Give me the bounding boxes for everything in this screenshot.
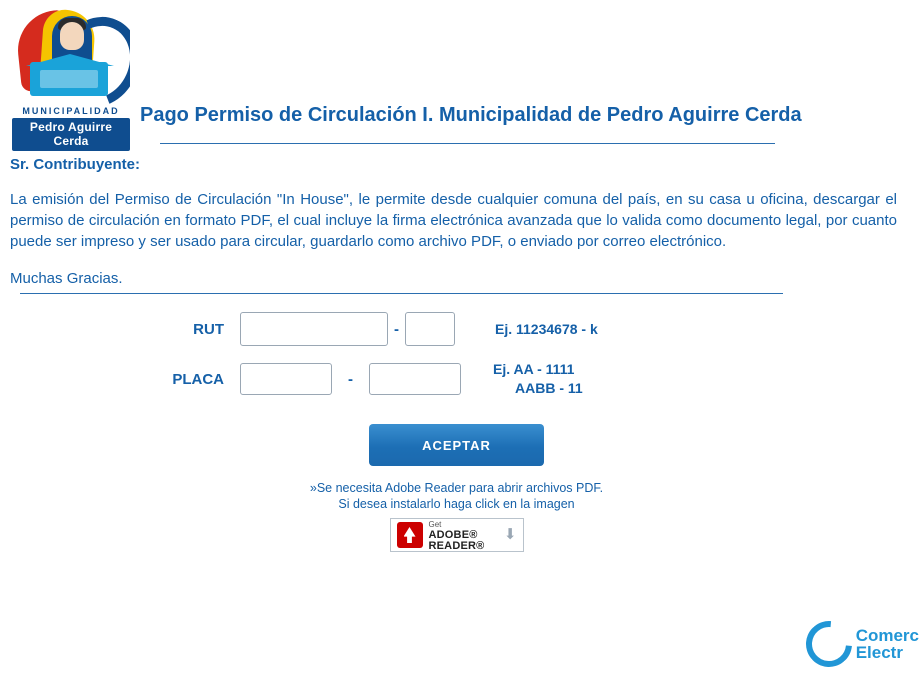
rut-input[interactable] — [240, 312, 388, 346]
page-title: Pago Permiso de Circulación I. Municipalidad de Pedro Aguirre Cerda — [140, 104, 802, 126]
submit-row — [10, 424, 903, 466]
corner-brand — [806, 621, 919, 667]
rut-row — [10, 312, 903, 346]
logo-comuna-text: Pedro Aguirre Cerda — [12, 118, 130, 151]
greeting-text: Sr. Contribuyente: — [10, 156, 141, 173]
adobe-reader-link[interactable] — [390, 518, 524, 552]
rut-label: RUT — [193, 320, 224, 338]
download-arrow-icon: ⬇ — [503, 526, 517, 543]
swirl-logo-icon — [796, 612, 861, 676]
section-divider — [20, 293, 783, 294]
reader-note-line1: »Se necesita Adobe Reader para abrir archivos PDF. — [309, 481, 604, 495]
placa-label: PLACA — [172, 370, 224, 388]
placa-letters-input[interactable] — [240, 363, 332, 395]
placa-row — [10, 360, 903, 398]
rut-separator: - — [394, 320, 399, 338]
placa-hint-line2: AABB - 11 — [515, 380, 583, 396]
placa-hint-line1: Ej. AA - 1111 — [493, 361, 575, 377]
adobe-acrobat-icon — [397, 522, 423, 548]
placa-separator: - — [348, 370, 353, 388]
thanks-text: Muchas Gracias. — [10, 270, 123, 287]
accept-button[interactable]: ACEPTAR — [369, 424, 544, 466]
coat-of-arms-icon — [12, 8, 130, 104]
page-header — [0, 0, 919, 148]
corner-brand-line1: Comerc — [855, 626, 919, 645]
logo-municipalidad-text: MUNICIPALIDAD — [22, 106, 120, 116]
reader-note-line2: Si desea instalarlo haga click en la imagen — [338, 497, 575, 511]
reader-badge-get: Get — [428, 519, 442, 529]
placa-hint — [493, 360, 583, 398]
payment-form — [10, 312, 903, 466]
corner-brand-line2: Electr — [855, 643, 903, 662]
title-divider — [160, 143, 775, 144]
placa-numbers-input[interactable] — [369, 363, 461, 395]
main-content — [0, 140, 919, 552]
rut-verifier-input[interactable] — [405, 312, 455, 346]
municipality-logo — [0, 8, 140, 148]
reader-badge-name: ADOBE® READER® — [428, 528, 485, 552]
intro-paragraph: La emisión del Permiso de Circulación "In House", le permite desde cualquier comuna del país, en su casa u oficina, descargar el permiso de circulación en formato PDF, el cual incluye la firma electrónica avanzada que lo valida como documento legal, por cuanto puede ser impreso y ser usado para circular, guardarlo como archivo PDF, o enviado por correo electrónico. — [10, 191, 897, 250]
adobe-reader-note — [10, 480, 903, 552]
rut-hint: Ej. 11234678 - k — [495, 321, 598, 337]
